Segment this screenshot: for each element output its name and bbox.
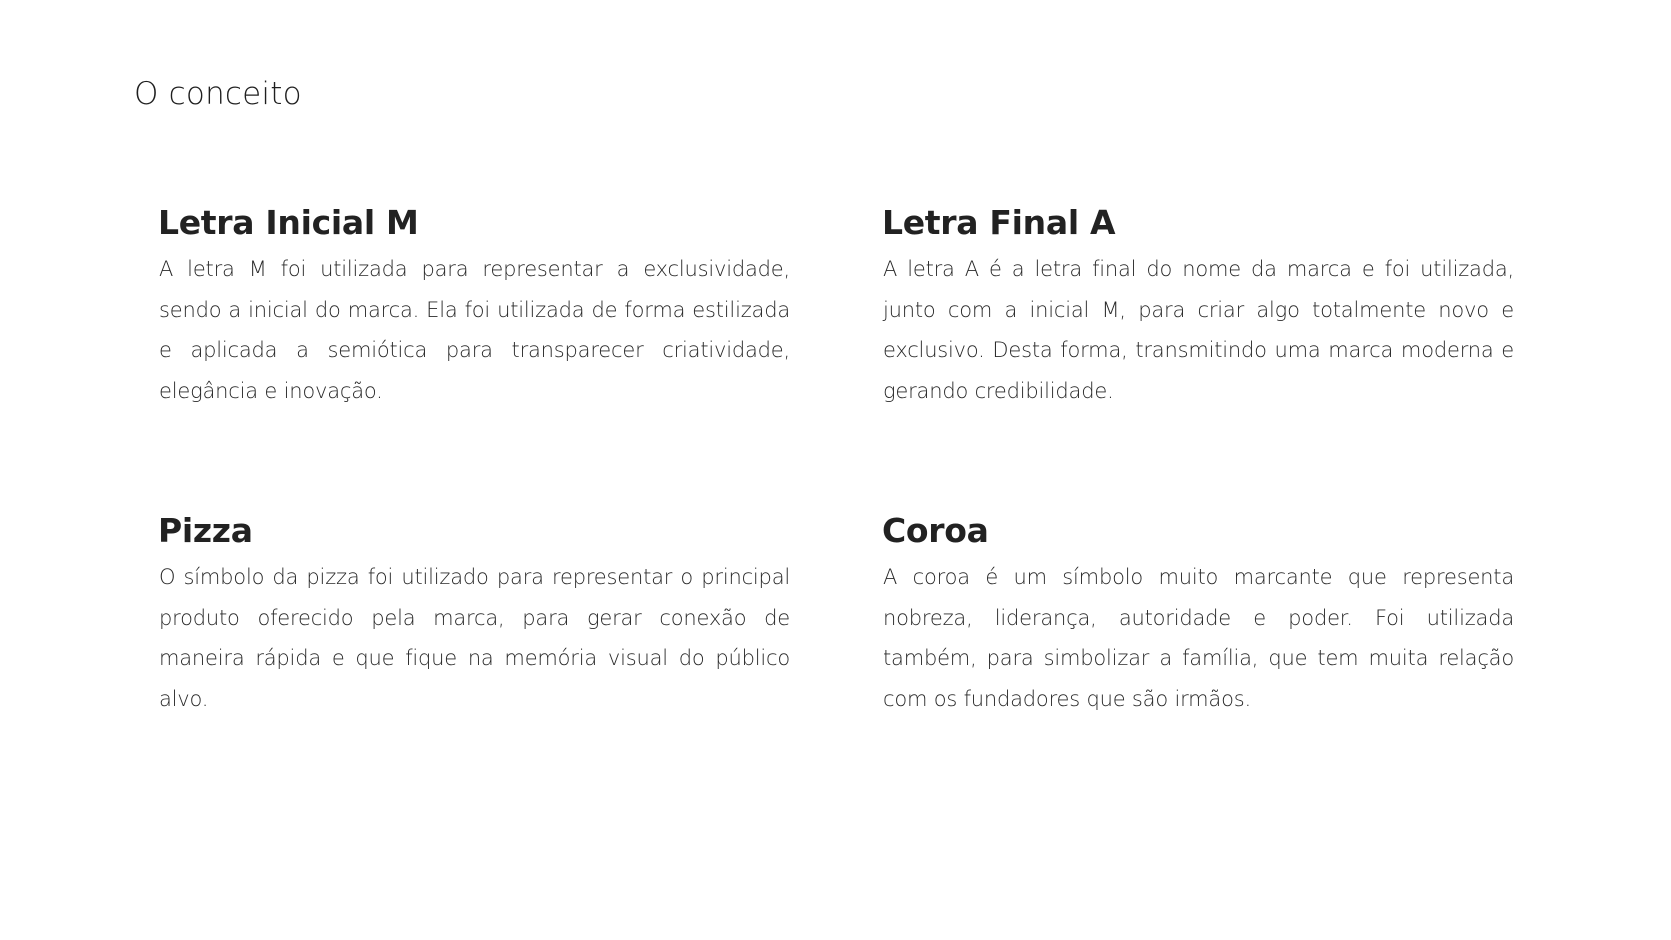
concept-text-letter-a: A letra A é a letra final do nome da marca e foi utilizada, junto com a inicial M, para criar algo totalmente novo e exclusivo. Desta forma, transmitindo uma marca moderna e gerando credibilidade. bbox=[883, 257, 1514, 403]
concept-block-coroa bbox=[882, 511, 1514, 719]
concept-text-pizza: O símbolo da pizza foi utilizado para representar o principal produto oferecido pela marca, para gerar conexão de maneira rápida e que fique na memória visual do público alvo. bbox=[159, 565, 790, 711]
page-title: O conceito bbox=[134, 76, 302, 112]
concept-heading-coroa: Coroa bbox=[882, 511, 989, 550]
concept-text-coroa: A coroa é um símbolo muito marcante que representa nobreza, liderança, autoridade e poder. Foi utilizada também, para simbolizar a família, que tem muita relação com os fundadores que são irmãos. bbox=[883, 565, 1514, 711]
concept-block-letter-a bbox=[882, 203, 1514, 411]
concept-heading-letter-m: Letra Inicial M bbox=[158, 203, 419, 242]
concept-block-pizza bbox=[158, 511, 790, 719]
concept-text-letter-m: A letra M foi utilizada para representar a exclusividade, sendo a inicial do marca. Ela foi utilizada de forma estilizada e aplicada a semiótica para transparecer criatividade, elegância e inovação. bbox=[159, 257, 790, 403]
concept-block-letter-m bbox=[158, 203, 790, 411]
concept-heading-letter-a: Letra Final A bbox=[882, 203, 1116, 242]
concept-heading-pizza: Pizza bbox=[158, 511, 253, 550]
